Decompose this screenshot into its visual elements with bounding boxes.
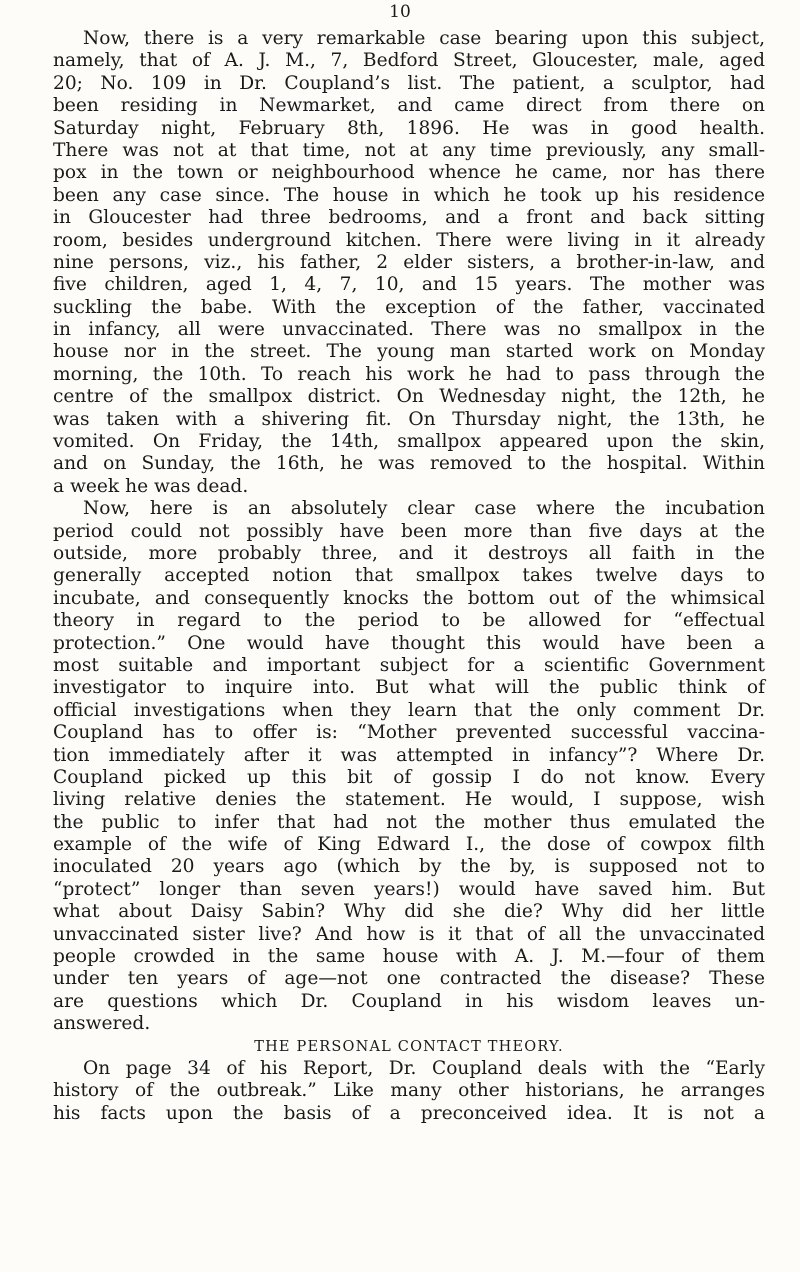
page-number: 10 bbox=[389, 2, 411, 22]
text-line: incubate, and consequently knocks the bottom out of the whimsical bbox=[53, 587, 765, 609]
text-line: in infancy, all were unvaccinated. There was no smallpox in the bbox=[53, 319, 765, 341]
section-heading: THE PERSONAL CONTACT THEORY. bbox=[254, 1038, 564, 1055]
text-line: investigator to inquire into. But what will the public think of bbox=[53, 677, 765, 699]
text-line: room, besides underground kitchen. There were living in it already bbox=[53, 229, 765, 251]
text-line: his facts upon the basis of a preconceived idea. It is not a bbox=[53, 1102, 765, 1124]
text-line: Now, here is an absolutely clear case where the incubation bbox=[83, 498, 765, 520]
text-line: example of the wife of King Edward I., the dose of cowpox filth bbox=[53, 834, 765, 856]
text-line: a week he was dead. bbox=[53, 475, 249, 497]
text-line: and on Sunday, the 16th, he was removed to the hospital. Within bbox=[53, 453, 765, 475]
text-line: suckling the babe. With the exception of the father, vaccinated bbox=[53, 296, 765, 318]
text-line: the public to infer that had not the mother thus emulated the bbox=[53, 811, 765, 833]
text-line: been any case since. The house in which he took up his residence bbox=[53, 184, 765, 206]
text-line: nine persons, viz., his father, 2 elder sisters, a brother-in-law, and bbox=[53, 251, 765, 273]
text-line: Saturday night, February 8th, 1896. He was in good health. bbox=[53, 117, 765, 139]
text-line: 20; No. 109 in Dr. Coupland’s list. The patient, a sculptor, had bbox=[53, 72, 765, 94]
text-line: On page 34 of his Report, Dr. Coupland deals with the “Early bbox=[83, 1057, 765, 1079]
text-line: centre of the smallpox district. On Wednesday night, the 12th, he bbox=[53, 386, 765, 408]
body-text bbox=[53, 28, 765, 1125]
text-line: There was not at that time, not at any time previously, any small- bbox=[53, 139, 765, 161]
text-line: vomited. On Friday, the 14th, smallpox appeared upon the skin, bbox=[53, 431, 765, 453]
text-line: history of the outbreak.” Like many other historians, he arranges bbox=[53, 1080, 765, 1102]
text-line: what about Daisy Sabin? Why did she die? Why did her little bbox=[53, 901, 765, 923]
text-line: been residing in Newmarket, and came direct from there on bbox=[53, 95, 765, 117]
text-line: protection.” One would have thought this would have been a bbox=[53, 632, 765, 654]
text-line: was taken with a shivering fit. On Thursday night, the 13th, he bbox=[53, 408, 765, 430]
text-line: house nor in the street. The young man started work on Monday bbox=[53, 341, 765, 363]
text-line: people crowded in the same house with A. J. M.—four of them bbox=[53, 946, 765, 968]
text-line: most suitable and important subject for a scientific Government bbox=[53, 654, 765, 676]
text-line: outside, more probably three, and it destroys all faith in the bbox=[53, 542, 765, 564]
text-line: morning, the 10th. To reach his work he had to pass through the bbox=[53, 363, 765, 385]
text-line: namely, that of A. J. M., 7, Bedford Street, Gloucester, male, aged bbox=[53, 50, 765, 72]
text-line: under ten years of age—not one contracted the disease? These bbox=[53, 968, 765, 990]
text-line: tion immediately after it was attempted in infancy”? Where Dr. bbox=[53, 744, 765, 766]
text-line: living relative denies the statement. He would, I suppose, wish bbox=[53, 789, 765, 811]
text-line: “protect” longer than seven years!) would have saved him. But bbox=[53, 878, 765, 900]
text-line: unvaccinated sister live? And how is it that of all the unvaccinated bbox=[53, 923, 765, 945]
text-line: period could not possibly have been more than five days at the bbox=[53, 520, 765, 542]
text-line: five children, aged 1, 4, 7, 10, and 15 years. The mother was bbox=[53, 274, 765, 296]
text-line: Coupland picked up this bit of gossip I do not know. Every bbox=[53, 766, 765, 788]
text-line: official investigations when they learn that the only comment Dr. bbox=[53, 699, 765, 721]
text-line: are questions which Dr. Coupland in his wisdom leaves un- bbox=[53, 990, 765, 1012]
text-line: in Gloucester had three bedrooms, and a front and back sitting bbox=[53, 207, 765, 229]
text-line: answered. bbox=[53, 1013, 151, 1035]
text-line: Coupland has to offer is: “Mother prevented successful vaccina- bbox=[53, 722, 765, 744]
text-line: generally accepted notion that smallpox takes twelve days to bbox=[53, 565, 765, 587]
text-line: Now, there is a very remarkable case bearing upon this subject, bbox=[83, 28, 765, 49]
text-line: pox in the town or neighbourhood whence he came, nor has there bbox=[53, 162, 765, 184]
text-line: theory in regard to the period to be allowed for “effectual bbox=[53, 610, 765, 632]
text-line: inoculated 20 years ago (which by the by, is supposed not to bbox=[53, 856, 765, 878]
